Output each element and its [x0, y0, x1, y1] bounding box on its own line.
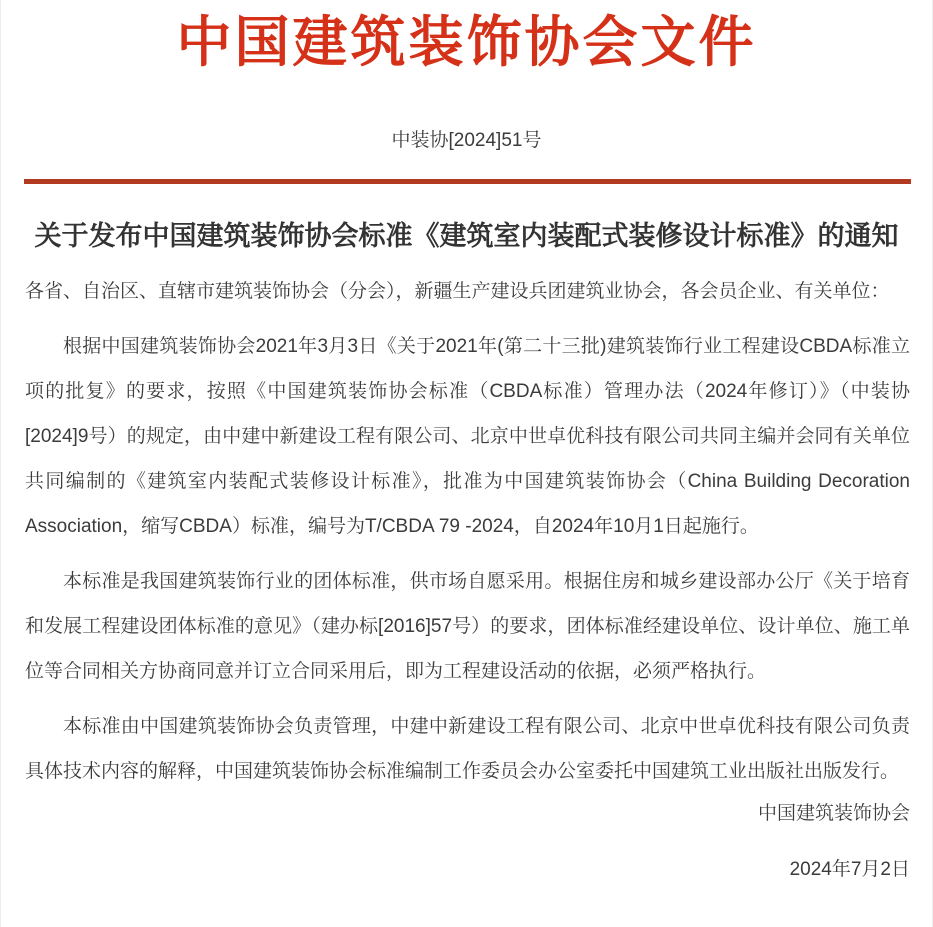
signature-date: 2024年7月2日: [789, 859, 910, 880]
body-paragraph: 本标准由中国建筑装饰协会负责管理，中建中新建设工程有限公司、北京中世卓优科技有限公司负责具体技术内容的解释，中国建筑装饰协会标准编制工作委员会办公室委托中国建筑工业出版社出版发行。: [25, 716, 910, 782]
document-header-title: 中国建筑装饰协会文件: [176, 12, 757, 73]
body-paragraph: 根据中国建筑装饰协会2021年3月3日《关于2021年(第二十三批)建筑装饰行业工程建设CBDA标准立项的批复》的要求，按照《中国建筑装饰协会标准（CBDA标准）管理办法（2024年修订）》（中装协[2024]9号）的规定，由中建中新建设工程有限公司、北京中世卓优科技有限公司共同主编并会同有关单位共同编制的《建筑室内装配式装修设计标准》，批准为中国建筑装饰协会（China Building Decoration Association，缩写CBDA）标准，编号为T/CBDA 79 -2024，自2024年10月1日起施行。: [25, 336, 910, 537]
notice-title: 关于发布中国建筑装饰协会标准《建筑室内装配式装修设计标准》的通知: [34, 221, 899, 251]
document-body: [25, 269, 910, 794]
body-paragraph: 本标准是我国建筑装饰行业的团体标准，供市场自愿采用。根据住房和城乡建设部办公厅《关于培育和发展工程建设团体标准的意见》（建办标[2016]57号）的要求，团体标准经建设单位、设计单位、施工单位等合同相关方协商同意并订立合同采用后，即为工程建设活动的依据，必须严格执行。: [25, 571, 910, 682]
salutation: 各省、自治区、直辖市建筑装饰协会（分会），新疆生产建设兵团建筑业协会，各会员企业、有关单位：: [25, 281, 890, 302]
red-divider: [24, 179, 911, 184]
document-number: 中装协[2024]51号: [391, 130, 542, 151]
signature-org: 中国建筑装饰协会: [757, 803, 910, 824]
signature-block: [1, 802, 910, 881]
